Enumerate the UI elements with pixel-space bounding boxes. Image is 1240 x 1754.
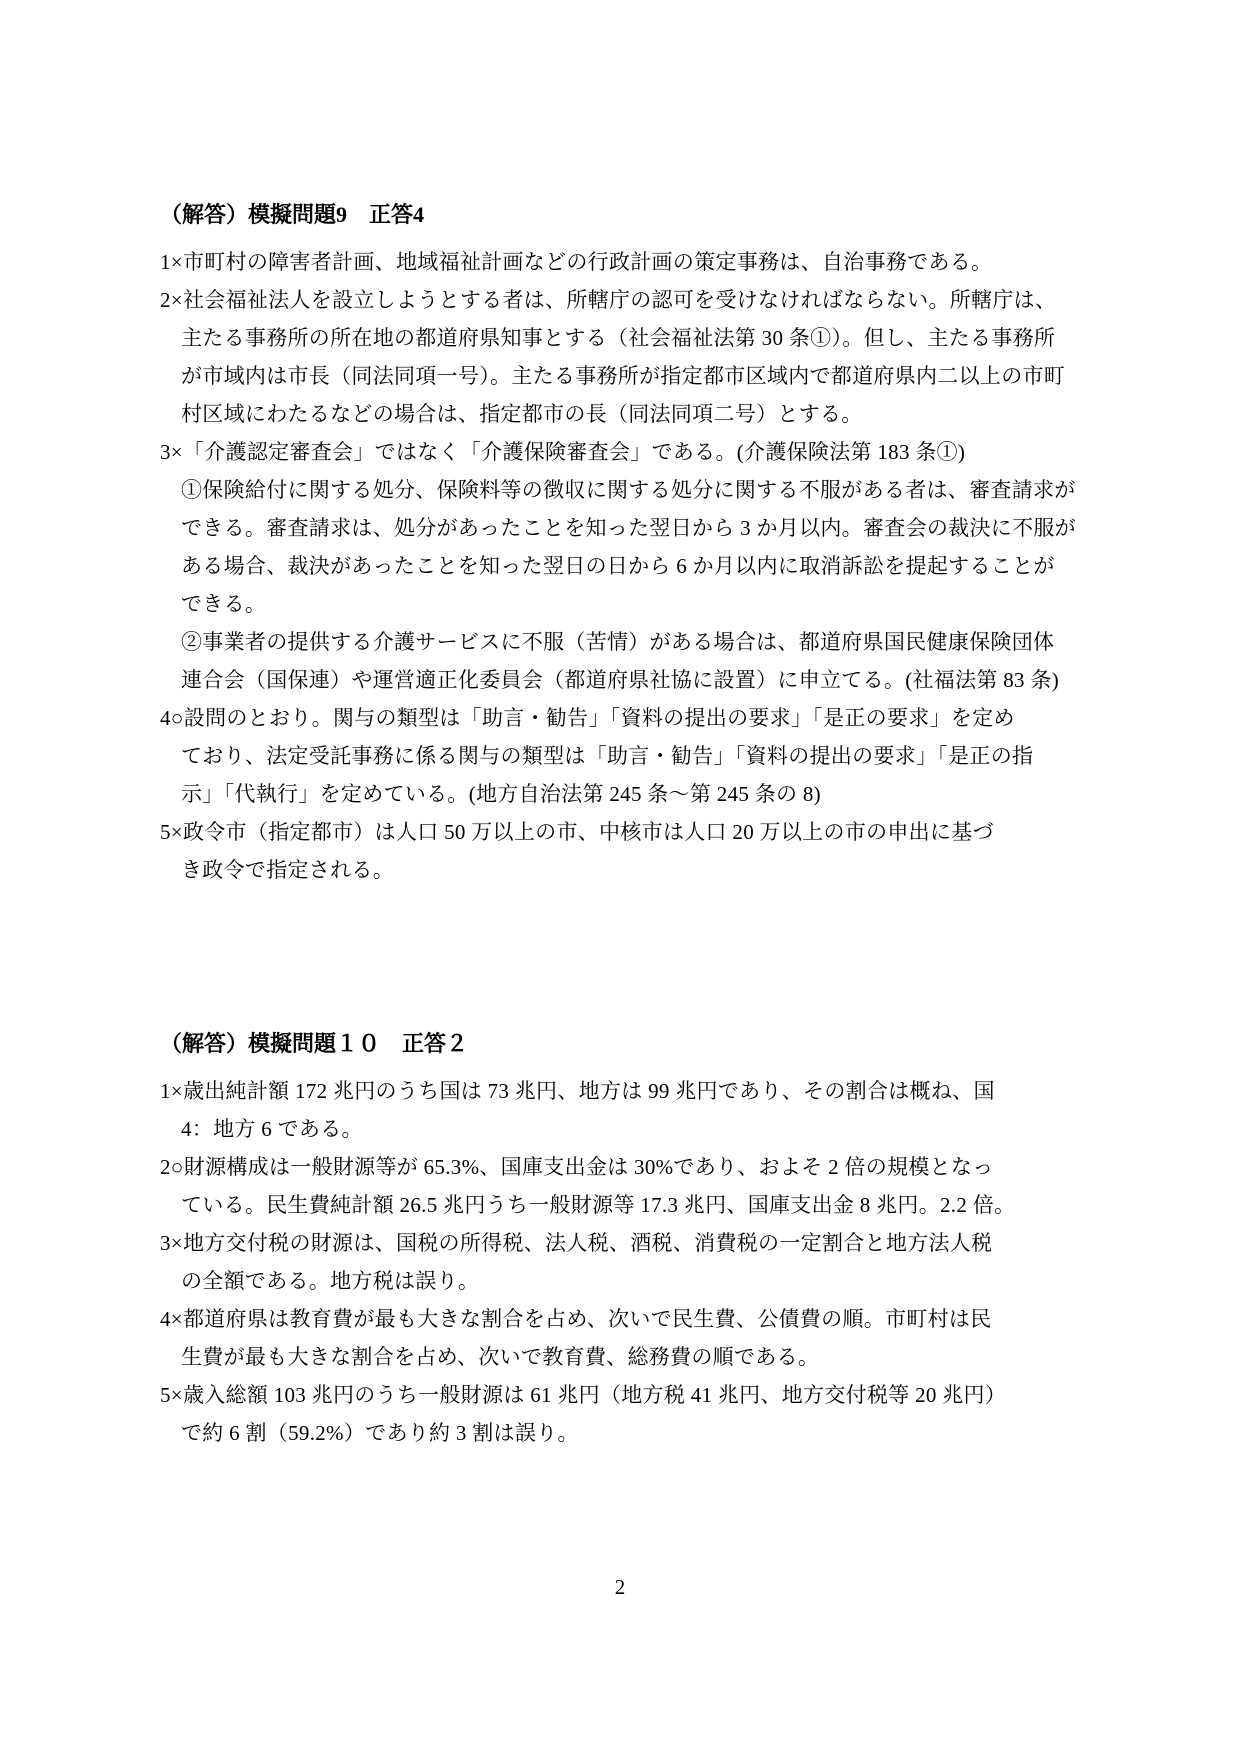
section-heading: （解答）模擬問題１０ 正答２	[160, 1031, 469, 1056]
text-line: 主たる事務所の所在地の都道府県知事とする（社会福祉法第 30 条①）。但し、主たる事務所	[181, 326, 1056, 350]
text-line: 3×地方交付税の財源は、国税の所得税、法人税、酒税、消費税の一定割合と地方法人税	[160, 1231, 993, 1255]
answer-section	[160, 196, 1112, 889]
text-line: の全額である。地方税は誤り。	[181, 1269, 480, 1293]
text-line: 2×社会福祉法人を設立しようとする者は、所轄庁の認可を受けなければならない。所轄庁は、	[160, 288, 1057, 312]
section-lines	[160, 243, 1112, 889]
text-line: が市域内は市長（同法同項一号）。主たる事務所が指定都市区域内で都道府県内二以上の市町	[181, 364, 1066, 388]
answer-section	[160, 1025, 1112, 1452]
page-number: 2	[614, 1575, 626, 1599]
text-line: き政令で指定される。	[181, 858, 394, 882]
text-line: 5×政令市（指定都市）は人口 50 万以上の市、中核市は人口 20 万以上の市の申出に基づ	[160, 820, 994, 844]
text-line: 連合会（国保連）や運営適正化委員会（都道府県社協に設置）に申立てる。(社福法第 83 条)	[181, 668, 1059, 692]
section-heading: （解答）模擬問題9 正答4	[160, 202, 425, 227]
section-lines	[160, 1072, 1112, 1452]
text-line: 村区域にわたるなどの場合は、指定都市の長（同法同項二号）とする。	[181, 402, 863, 426]
text-line: 示」「代執行」を定めている。(地方自治法第 245 条～第 245 条の 8)	[181, 782, 821, 806]
text-line: 4○設問のとおり。関与の類型は「助言・勧告」「資料の提出の要求」「是正の要求」を定め	[160, 706, 1015, 730]
text-line: ①保険給付に関する処分、保険料等の徴収に関する処分に関する不服がある者は、審査請求が	[181, 478, 1076, 502]
text-line: ②事業者の提供する介護サービスに不服（苦情）がある場合は、都道府県国民健康保険団体	[181, 630, 1055, 654]
text-line: で約 6 割（59.2%）であり約 3 割は誤り。	[181, 1421, 579, 1445]
text-line: 3×「介護認定審査会」ではなく「介護保険審査会」である。(介護保険法第 183 条①)	[160, 440, 966, 464]
text-line: 5×歳入総額 103 兆円のうち一般財源は 61 兆円（地方税 41 兆円、地方交付税等 20 兆円）	[160, 1383, 1007, 1407]
text-line: 4×都道府県は教育費が最も大きな割合を占め、次いで民生費、公債費の順。市町村は民	[160, 1307, 992, 1331]
text-line: できる。	[181, 592, 267, 616]
text-line: 1×歳出純計額 172 兆円のうち国は 73 兆円、地方は 99 兆円であり、その割合は概ね、国	[160, 1079, 995, 1103]
document-content	[160, 196, 1112, 1452]
text-line: 生費が最も大きな割合を占め、次いで教育費、総務費の順である。	[181, 1345, 820, 1369]
text-line: 2○財源構成は一般財源等が 65.3%、国庫支出金は 30%であり、およそ 2 倍の規模となっ	[160, 1155, 994, 1179]
text-line: ており、法定受託事務に係る関与の類型は「助言・勧告」「資料の提出の要求」「是正の指	[181, 744, 1034, 768]
text-line: 4：地方 6 である。	[181, 1117, 363, 1141]
text-line: 1×市町村の障害者計画、地域福祉計画などの行政計画の策定事務は、自治事務である。	[160, 250, 993, 274]
text-line: ている。民生費純計額 26.5 兆円うち一般財源等 17.3 兆円、国庫支出金 8 兆円。2.2 倍。	[181, 1193, 1016, 1217]
text-line: ある場合、裁決があったことを知った翌日の日から 6 か月以内に取消訴訟を提起することが	[181, 554, 1055, 578]
text-line: できる。審査請求は、処分があったことを知った翌日から 3 か月以内。審査会の裁決に不服が	[181, 516, 1076, 540]
